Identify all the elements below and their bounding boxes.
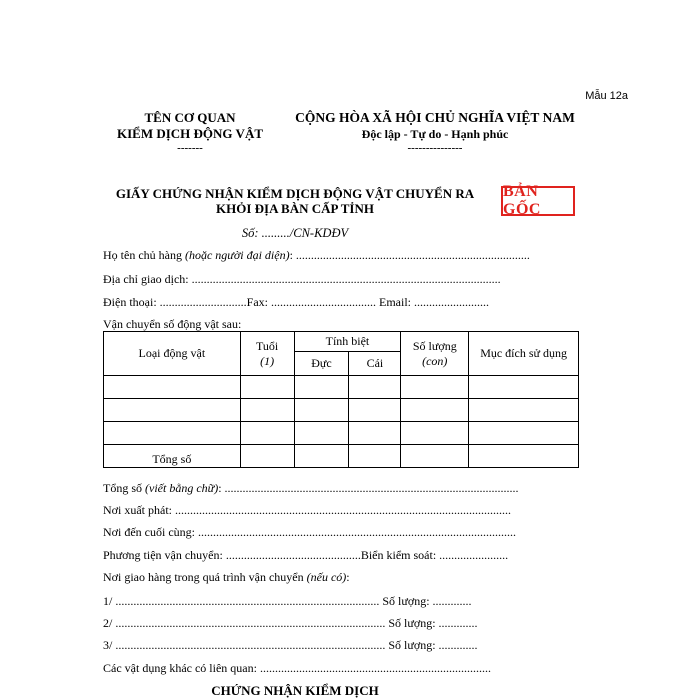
delivery-2-field[interactable]: 2/ .......................................................................................... Số lượng: ............. xyxy=(103,616,478,630)
title-line1: GIẤY CHỨNG NHẬN KIỂM DỊCH ĐỘNG VẬT CHUYỂN RA xyxy=(115,186,475,201)
owner-note: (hoặc người đại diện) xyxy=(184,248,290,262)
agency-name-line1: TÊN CƠ QUAN xyxy=(144,110,236,125)
document-title xyxy=(100,186,490,216)
address-field[interactable]: Địa chỉ giao dịch: ....................................................................................................... xyxy=(103,272,501,286)
vehicle-field[interactable]: Phương tiện vận chuyển: .............................................Biển kiểm soát: ....................... xyxy=(103,548,509,562)
table-row[interactable] xyxy=(104,422,579,445)
contact-field[interactable]: Điện thoại: .............................Fax: ................................... Email: ......................... xyxy=(103,295,489,309)
delivery-1-field[interactable]: 1/ ........................................................................................ Số lượng: ............. xyxy=(103,594,472,608)
certification-heading: CHỨNG NHẬN KIỂM DỊCH xyxy=(211,683,379,698)
motto-divider: --------------- xyxy=(407,142,463,154)
other-items-field[interactable]: Các vật dụng khác có liên quan: ............................................................................. xyxy=(103,661,491,675)
col-quantity-label: Số lượng xyxy=(412,338,457,353)
destination-field[interactable]: Nơi đến cuối cùng: .......................................................................................................... xyxy=(103,525,516,539)
title-line2: KHỎI ĐỊA BÀN CẤP TỈNH xyxy=(216,201,374,216)
col-purpose: Mục đích sử dụng xyxy=(469,332,579,376)
agency-divider: ------- xyxy=(177,142,203,154)
col-animal-type: Loại động vật xyxy=(104,332,241,376)
col-quantity-note: (con) xyxy=(422,353,448,368)
certificate-number: Số: ........./CN-KDĐV xyxy=(241,226,349,240)
table-row[interactable] xyxy=(104,399,579,422)
animal-table xyxy=(103,331,579,468)
form-code: Mẫu 12a xyxy=(585,90,628,102)
table-total-row[interactable] xyxy=(104,445,579,468)
total-dots: : .................................................................................................. xyxy=(218,481,519,495)
delivery-colon: : xyxy=(346,570,350,584)
country-name: CỘNG HÒA XÃ HỘI CHỦ NGHĨA VIỆT NAM xyxy=(295,110,575,125)
col-age-note: (1) xyxy=(260,353,275,368)
col-age xyxy=(240,332,294,376)
owner-field[interactable] xyxy=(103,247,558,263)
col-quantity xyxy=(401,332,469,376)
col-sex: Tính biệt xyxy=(294,332,401,352)
col-age-label: Tuổi xyxy=(255,338,279,353)
total-note: (viết bằng chữ) xyxy=(145,481,219,495)
transport-intro: Vận chuyển số động vật sau: xyxy=(103,317,242,331)
origin-field[interactable]: Nơi xuất phát: ................................................................................................................ xyxy=(103,503,511,517)
total-in-words-field[interactable] xyxy=(103,480,558,496)
delivery-3-field[interactable]: 3/ .......................................................................................... Số lượng: ............. xyxy=(103,638,478,652)
col-female: Cái xyxy=(349,352,401,376)
total-label: Tổng số xyxy=(103,481,145,495)
owner-dots: : .............................................................................. xyxy=(289,248,530,262)
delivery-heading xyxy=(103,569,558,585)
delivery-label: Nơi giao hàng trong quá trình vận chuyển xyxy=(103,570,307,584)
national-motto: Độc lập - Tự do - Hạnh phúc xyxy=(361,127,509,141)
col-male: Đực xyxy=(294,352,349,376)
original-stamp: BẢN GỐC xyxy=(501,186,575,216)
total-row-label: Tổng số xyxy=(104,445,241,468)
agency-name-line2: KIỂM DỊCH ĐỘNG VẬT xyxy=(116,126,264,141)
owner-label: Họ tên chủ hàng xyxy=(103,248,185,262)
national-header xyxy=(280,110,590,154)
agency-header xyxy=(110,110,270,154)
delivery-note: (nếu có) xyxy=(306,570,347,584)
table-row[interactable] xyxy=(104,376,579,399)
